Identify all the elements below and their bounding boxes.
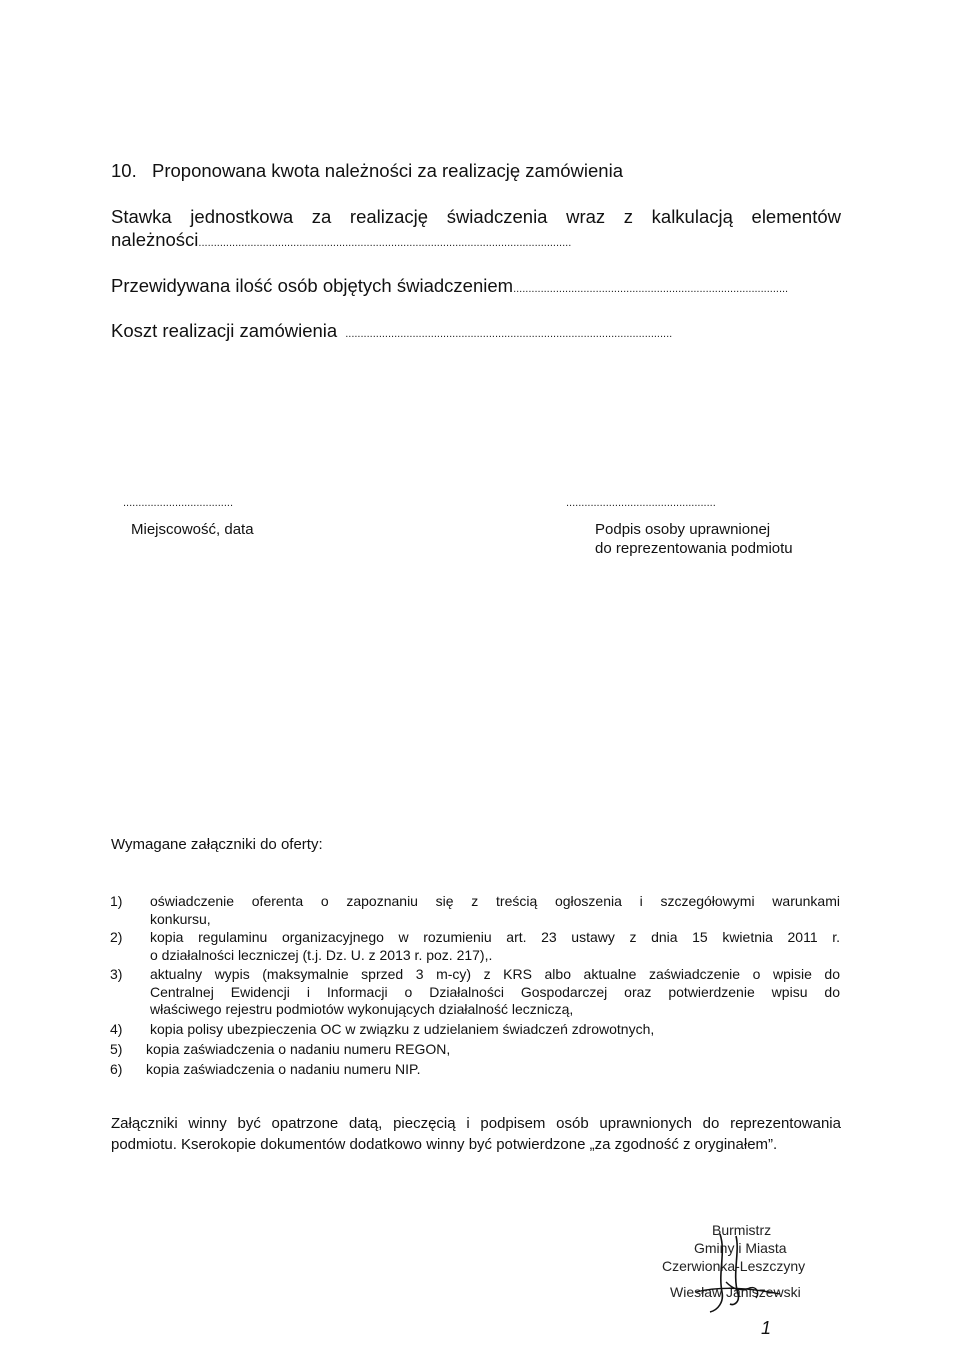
list-item-text: kopia polisy ubezpieczenia OC w związku z udzielaniem świadczeń zdrowotnych, — [150, 1021, 655, 1037]
note-line1: Załączniki winny być opatrzone datą, pieczęcią i podpisem osób uprawnionych do reprezentowania — [111, 1115, 841, 1132]
list-item — [110, 929, 840, 965]
official-stamp — [660, 1222, 840, 1332]
list-item-text: konkursu, — [150, 910, 211, 927]
page-number: 1 — [761, 1318, 772, 1338]
list-item-text: o działalności leczniczej (t.j. Dz. U. z 2013 r. poz. 217),. — [150, 946, 493, 963]
note-line2: podmiotu. Kserokopie dokumentów dodatkowo winny być potwierdzone „za zgodność z oryginałem”. — [111, 1136, 778, 1153]
handwritten-signature — [660, 1222, 840, 1332]
list-item-text: aktualny wypis (maksymalnie sprzed 3 m-cy) z KRS albo aktualne zaświadczenie o wpisie do — [150, 966, 840, 982]
signature-label-line1: Podpis osoby uprawnionej — [595, 521, 771, 538]
persons-label: Przewidywana ilość osób objętych świadczeniem — [111, 275, 514, 296]
place-date-label: Miejscowość, data — [131, 521, 254, 538]
list-item-text: kopia zaświadczenia o nadaniu numeru NIP. — [146, 1061, 421, 1077]
place-date-dots[interactable]: .................................... — [123, 497, 234, 509]
list-item — [110, 1061, 840, 1079]
cost-label: Koszt realizacji zamówienia — [111, 320, 338, 341]
list-item-text: właściwego rejestru podmiotów wykonujących działalność leczniczą, — [150, 1001, 574, 1017]
rate-dots: .......................................................................................................................... — [198, 237, 572, 249]
list-item-number: 6) — [110, 1061, 123, 1077]
list-item-number: 1) — [110, 893, 123, 909]
list-item — [110, 1041, 840, 1059]
list-item-text: kopia regulaminu organizacyjnego w rozumieniu art. 23 ustawy z dnia 15 kwietnia 2011 r. — [150, 929, 840, 945]
cost-dots: ........................................................................................................... — [345, 328, 673, 340]
stamp-line4: Wiesław Janiszewski — [670, 1284, 801, 1300]
persons-dots: .......................................................................................... — [513, 283, 789, 295]
cost-field[interactable] — [111, 320, 836, 342]
stamp-line2: Gminy i Miasta — [694, 1240, 787, 1256]
stamp-line3: Czerwionka-Leszczyny — [662, 1258, 806, 1274]
list-item — [110, 1021, 840, 1039]
list-item-text: kopia zaświadczenia o nadaniu numeru REGON, — [146, 1041, 451, 1057]
persons-field[interactable] — [111, 275, 836, 297]
signature-label-line2: do reprezentowania podmiotu — [595, 540, 793, 557]
section-number: 10. — [111, 160, 137, 181]
signature-dots[interactable]: ................................................. — [566, 497, 716, 509]
list-item-text: oświadczenie oferenta o zapoznaniu się z treścią ogłoszenia i szczegółowymi warunkami — [150, 893, 840, 909]
list-item-number: 4) — [110, 1021, 123, 1037]
rate-field[interactable] — [111, 229, 841, 251]
list-item — [110, 893, 840, 929]
list-item-text: Centralnej Ewidencji i Informacji o Działalności Gospodarczej oraz potwierdzenie wpisu do — [150, 983, 840, 1000]
rate-label-line2: należności — [111, 229, 199, 250]
list-item-number: 2) — [110, 929, 123, 945]
stamp-line1: Burmistrz — [712, 1222, 772, 1238]
section-title: Proponowana kwota należności za realizację zamówienia — [152, 160, 623, 181]
rate-label-line1: Stawka jednostkowa za realizację świadczenia wraz z kalkulacją elementów — [111, 206, 841, 227]
attachments-heading: Wymagane załączniki do oferty: — [111, 836, 323, 853]
list-item-number: 5) — [110, 1041, 123, 1057]
list-item — [110, 966, 840, 1020]
list-item-number: 3) — [110, 966, 123, 982]
